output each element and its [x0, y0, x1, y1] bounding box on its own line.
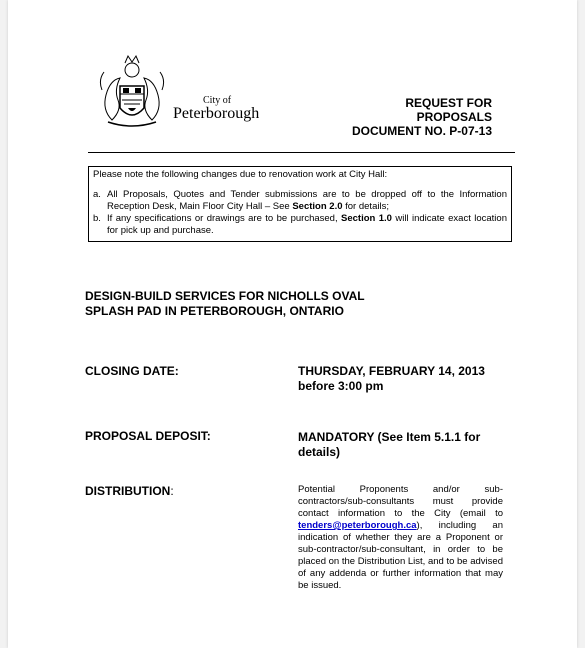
header-divider	[88, 152, 515, 153]
notice-item-b-marker: b.	[93, 213, 101, 224]
distribution-text-1: Potential Proponents and/or sub-contractors/sub-consultants must provide contact information to the City (email to	[298, 484, 503, 519]
document-page	[8, 0, 577, 648]
renovation-notice-box	[88, 166, 512, 242]
proposal-deposit-label: PROPOSAL DEPOSIT:	[85, 429, 211, 443]
logo-city-of: City of	[203, 95, 232, 106]
notice-item-b-text	[107, 213, 507, 237]
distribution-label-colon: :	[170, 484, 174, 498]
notice-item-a-body: All Proposals, Quotes and Tender submissions are to be dropped off to the Information Reception Desk, Main Floor City Hall – See	[107, 189, 507, 212]
notice-intro: Please note the following changes due to renovation work at City Hall:	[93, 169, 388, 180]
project-title-line-2: SPLASH PAD IN PETERBOROUGH, ONTARIO	[85, 304, 344, 318]
logo-wordmark	[173, 96, 259, 122]
header-line-1: REQUEST FOR	[405, 96, 492, 110]
project-title	[85, 289, 365, 319]
notice-item-b-body: If any specifications or drawings are to be purchased,	[107, 213, 342, 224]
notice-item-b	[93, 213, 507, 237]
notice-item-b-section: Section 1.0	[341, 213, 392, 224]
notice-item-a	[93, 189, 507, 213]
proposal-deposit-line-1: MANDATORY (See Item 5.1.1 for	[298, 430, 481, 444]
proposal-deposit-value	[298, 430, 503, 460]
notice-item-a-marker: a.	[93, 189, 101, 200]
closing-date-value	[298, 364, 503, 394]
distribution-label-text: DISTRIBUTION	[85, 484, 171, 498]
notice-item-a-section: Section 2.0	[292, 201, 343, 212]
logo-city-name: Peterborough	[173, 105, 260, 122]
project-title-line-1: DESIGN-BUILD SERVICES FOR NICHOLLS OVAL	[85, 289, 365, 303]
notice-item-a-text	[107, 189, 507, 213]
proposal-deposit-line-2: details)	[298, 445, 341, 459]
distribution-text-2: ), including an indication of whether they are a Proponent or sub-contractor/sub-consultant, in order to be placed on the Distribution List, and to be advised of any addenda or further information that may be issued.	[298, 520, 503, 591]
distribution-label	[85, 484, 174, 498]
tenders-email-link[interactable]: tenders@peterborough.ca	[298, 520, 417, 531]
header-document-number: DOCUMENT NO. P-07-13	[351, 124, 492, 138]
header-line-2: PROPOSALS	[416, 110, 492, 124]
closing-date-day: THURSDAY, FEBRUARY 14, 2013	[298, 364, 485, 378]
notice-item-a-end: for details;	[342, 201, 389, 212]
document-header	[352, 96, 492, 138]
distribution-text	[298, 484, 503, 592]
closing-date-time: before 3:00 pm	[298, 379, 384, 393]
notice-item-b-end: will indicate exact location for pick up and purchase.	[107, 213, 507, 236]
closing-date-label: CLOSING DATE:	[85, 364, 179, 378]
